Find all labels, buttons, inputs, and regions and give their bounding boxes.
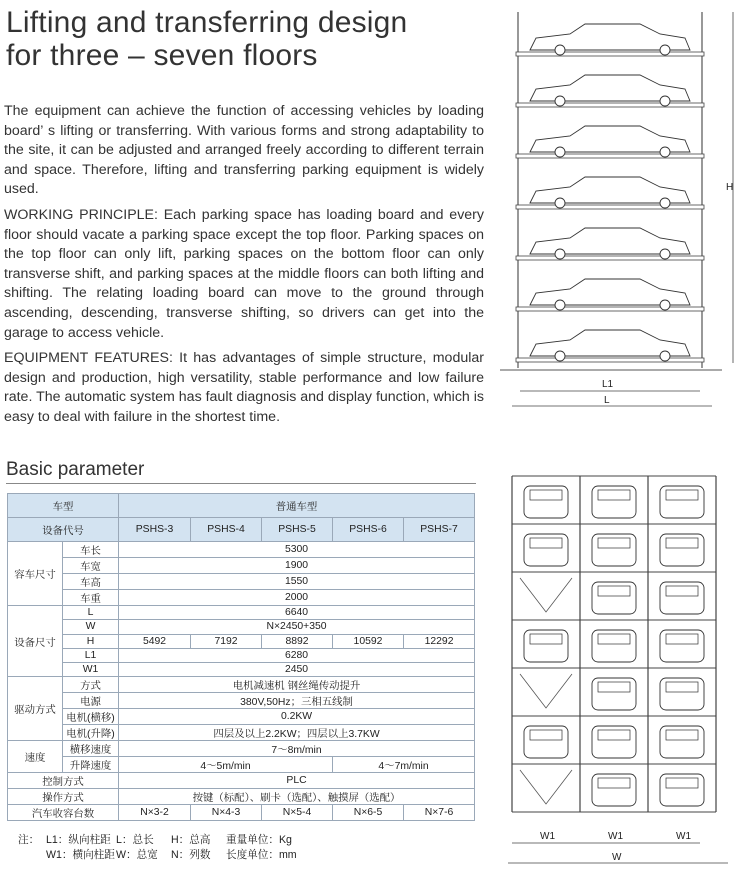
table-cell: 5300 (119, 542, 475, 558)
table-cell: 0.2KW (119, 709, 475, 725)
basic-parameter-heading: Basic parameter (6, 459, 145, 480)
group-label: 速度 (8, 741, 63, 773)
notes-prefix: 注： (18, 834, 40, 846)
car-windshield (598, 490, 630, 500)
car-windshield (666, 634, 698, 644)
table-row (8, 620, 475, 634)
table-cell: 操作方式 (8, 789, 119, 805)
table-cell: W (63, 620, 119, 634)
table-row (8, 648, 475, 662)
table-cell: 四层及以上2.2KW；四层以上3.7KW (119, 725, 475, 741)
front-view-grid (512, 476, 716, 812)
table-cell: 电机(升降) (63, 725, 119, 741)
working-principle-paragraph: WORKING PRINCIPLE: Each parking space has loading board and every floor should vacate a parking space except the top floor. Parking spaces on the top floor can only lift, parking spaces on the bottom floor can only transverse shift, and parking spaces at the middle floors can both lifting and shifting. The relating loading board can move to the ground through ascending, descending, transverse shifting, so drivers can get into the garage to access vehicle. (4, 206, 484, 341)
note-item: 重量单位：Kg (226, 834, 292, 846)
note-item: L1：纵向柱距 (46, 834, 111, 846)
page-title (6, 6, 476, 72)
table-row (8, 741, 475, 757)
table-cell: 电机(横移) (63, 709, 119, 725)
note-item: 长度单位：mm (226, 849, 297, 861)
table-row (8, 789, 475, 805)
car-windshield (666, 490, 698, 500)
note-item: N：列数 (171, 849, 211, 861)
side-view-floors (500, 12, 722, 370)
car-windshield (598, 586, 630, 596)
car-windshield (666, 682, 698, 692)
table-cell: L (63, 606, 119, 620)
table-row (8, 542, 475, 558)
table-cell: PSHS-3 (119, 518, 191, 542)
table-cell: 12292 (404, 634, 475, 648)
equipment-features-paragraph: EQUIPMENT FEATURES: It has advantages of simple structure, modular design and production, high versatility, stable performance and low failure rate. The automatic system has fault diagnosis and display function, which is easy to deal with failure in the shortest time. (4, 350, 484, 425)
car-wheel (660, 351, 670, 361)
table-cell: PSHS-4 (191, 518, 262, 542)
title-line-1: Lifting and transferring design (6, 6, 408, 39)
table-cell: 电源 (63, 693, 119, 709)
side-view-diagram (490, 8, 740, 413)
table-cell: PSHS-7 (404, 518, 475, 542)
dim-w1-label-3: W1 (676, 831, 691, 842)
table-cell: 2000 (119, 590, 475, 606)
notes-row-1 (18, 833, 316, 848)
table-row (8, 494, 475, 518)
lift-cable (520, 770, 572, 804)
table-row (8, 663, 475, 677)
car-windshield (666, 586, 698, 596)
loading-board (516, 256, 704, 260)
table-cell: N×5-4 (262, 805, 333, 821)
heading-divider (6, 483, 476, 484)
table-cell: 4～5m/min (119, 757, 333, 773)
notes-row-2 (18, 848, 316, 863)
table-cell: N×7-6 (404, 805, 475, 821)
table-row (8, 590, 475, 606)
note-item: H：总高 (171, 834, 211, 846)
table-row (8, 709, 475, 725)
car-wheel (660, 300, 670, 310)
table-cell: N×3-2 (119, 805, 191, 821)
table-cell: W1 (63, 663, 119, 677)
car-windshield (598, 682, 630, 692)
description (4, 102, 484, 434)
table-row (8, 773, 475, 789)
table-cell: 控制方式 (8, 773, 119, 789)
table-row (8, 634, 475, 648)
table-cell: 8892 (262, 634, 333, 648)
table-cell: 6640 (119, 606, 475, 620)
car-wheel (660, 45, 670, 55)
car-wheel (555, 249, 565, 259)
loading-board (516, 52, 704, 56)
table-row (8, 725, 475, 741)
front-view-diagram (490, 468, 740, 873)
lift-cable (520, 578, 572, 612)
table-cell: 普通车型 (119, 494, 475, 518)
title-line-2: for three – seven floors (6, 39, 318, 72)
table-row (8, 805, 475, 821)
table-cell: N×2450+350 (119, 620, 475, 634)
table-cell: L1 (63, 648, 119, 662)
table-cell: 升降速度 (63, 757, 119, 773)
dim-l-label: L (604, 395, 610, 406)
table-cell: N×6-5 (333, 805, 404, 821)
table-cell: 横移速度 (63, 741, 119, 757)
table-row (8, 677, 475, 693)
table-cell: 电机减速机 钢丝绳传动提升 (119, 677, 475, 693)
table-cell: N×4-3 (191, 805, 262, 821)
table-cell: 4～7m/min (333, 757, 475, 773)
table-cell: 7192 (191, 634, 262, 648)
car-windshield (666, 730, 698, 740)
group-label: 容车尺寸 (8, 542, 63, 606)
car-windshield (666, 778, 698, 788)
car-windshield (598, 730, 630, 740)
table-cell: 10592 (333, 634, 404, 648)
dim-w1-label-2: W1 (608, 831, 623, 842)
lift-cable (520, 674, 572, 708)
dim-w-label: W (612, 852, 622, 863)
group-label: 设备尺寸 (8, 606, 63, 677)
parameter-table (7, 493, 475, 821)
table-cell: 车重 (63, 590, 119, 606)
car-windshield (598, 634, 630, 644)
table-cell: 车高 (63, 574, 119, 590)
table-cell: 6280 (119, 648, 475, 662)
table-cell: PSHS-5 (262, 518, 333, 542)
car-wheel (660, 147, 670, 157)
car-wheel (555, 300, 565, 310)
table-row (8, 574, 475, 590)
loading-board (516, 205, 704, 209)
car-windshield (598, 778, 630, 788)
table-row (8, 693, 475, 709)
table-row (8, 518, 475, 542)
car-windshield (530, 538, 562, 548)
table-row (8, 606, 475, 620)
car-wheel (555, 147, 565, 157)
table-cell: 1900 (119, 558, 475, 574)
car-windshield (530, 490, 562, 500)
table-cell: 车长 (63, 542, 119, 558)
table-cell: 车宽 (63, 558, 119, 574)
car-windshield (666, 538, 698, 548)
car-wheel (660, 198, 670, 208)
car-wheel (660, 96, 670, 106)
table-row (8, 757, 475, 773)
car-wheel (555, 96, 565, 106)
table-row (8, 558, 475, 574)
table-cell: PSHS-6 (333, 518, 404, 542)
table-cell: 按键（标配）、刷卡（选配）、触摸屏（选配） (119, 789, 475, 805)
car-wheel (555, 198, 565, 208)
dim-l1-label: L1 (602, 379, 614, 390)
table-cell: 5492 (119, 634, 191, 648)
intro-paragraph: The equipment can achieve the function of accessing vehicles by loading board’ s lifting or transferring. With various forms and strong adaptability to the site, it can be adjusted and arranged freely according to different terrain and space. Therefore, lifting and transferring parking equipment is widely used. (4, 103, 484, 198)
table-cell: 汽车收容台数 (8, 805, 119, 821)
table-cell: H (63, 634, 119, 648)
car-wheel (555, 351, 565, 361)
car-windshield (530, 634, 562, 644)
car-wheel (555, 45, 565, 55)
loading-board (516, 358, 704, 362)
table-cell: 方式 (63, 677, 119, 693)
table-cell: 7～8m/min (119, 741, 475, 757)
car-windshield (530, 730, 562, 740)
car-wheel (660, 249, 670, 259)
dim-w1-label-1: W1 (540, 831, 555, 842)
loading-board (516, 103, 704, 107)
table-notes (18, 833, 316, 863)
car-windshield (598, 538, 630, 548)
note-item: W1：横向柱距 (46, 849, 115, 861)
table-cell: 车型 (8, 494, 119, 518)
table-cell: 设备代号 (8, 518, 119, 542)
note-item: W：总宽 (116, 849, 158, 861)
table-cell: 2450 (119, 663, 475, 677)
loading-board (516, 154, 704, 158)
notes-indent (18, 848, 46, 863)
group-label: 驱动方式 (8, 677, 63, 741)
table-cell: 1550 (119, 574, 475, 590)
table-cell: 380V,50Hz；三相五线制 (119, 693, 475, 709)
note-item: L：总长 (116, 834, 154, 846)
table-cell: PLC (119, 773, 475, 789)
dim-h-label: H (726, 182, 734, 193)
loading-board (516, 307, 704, 311)
